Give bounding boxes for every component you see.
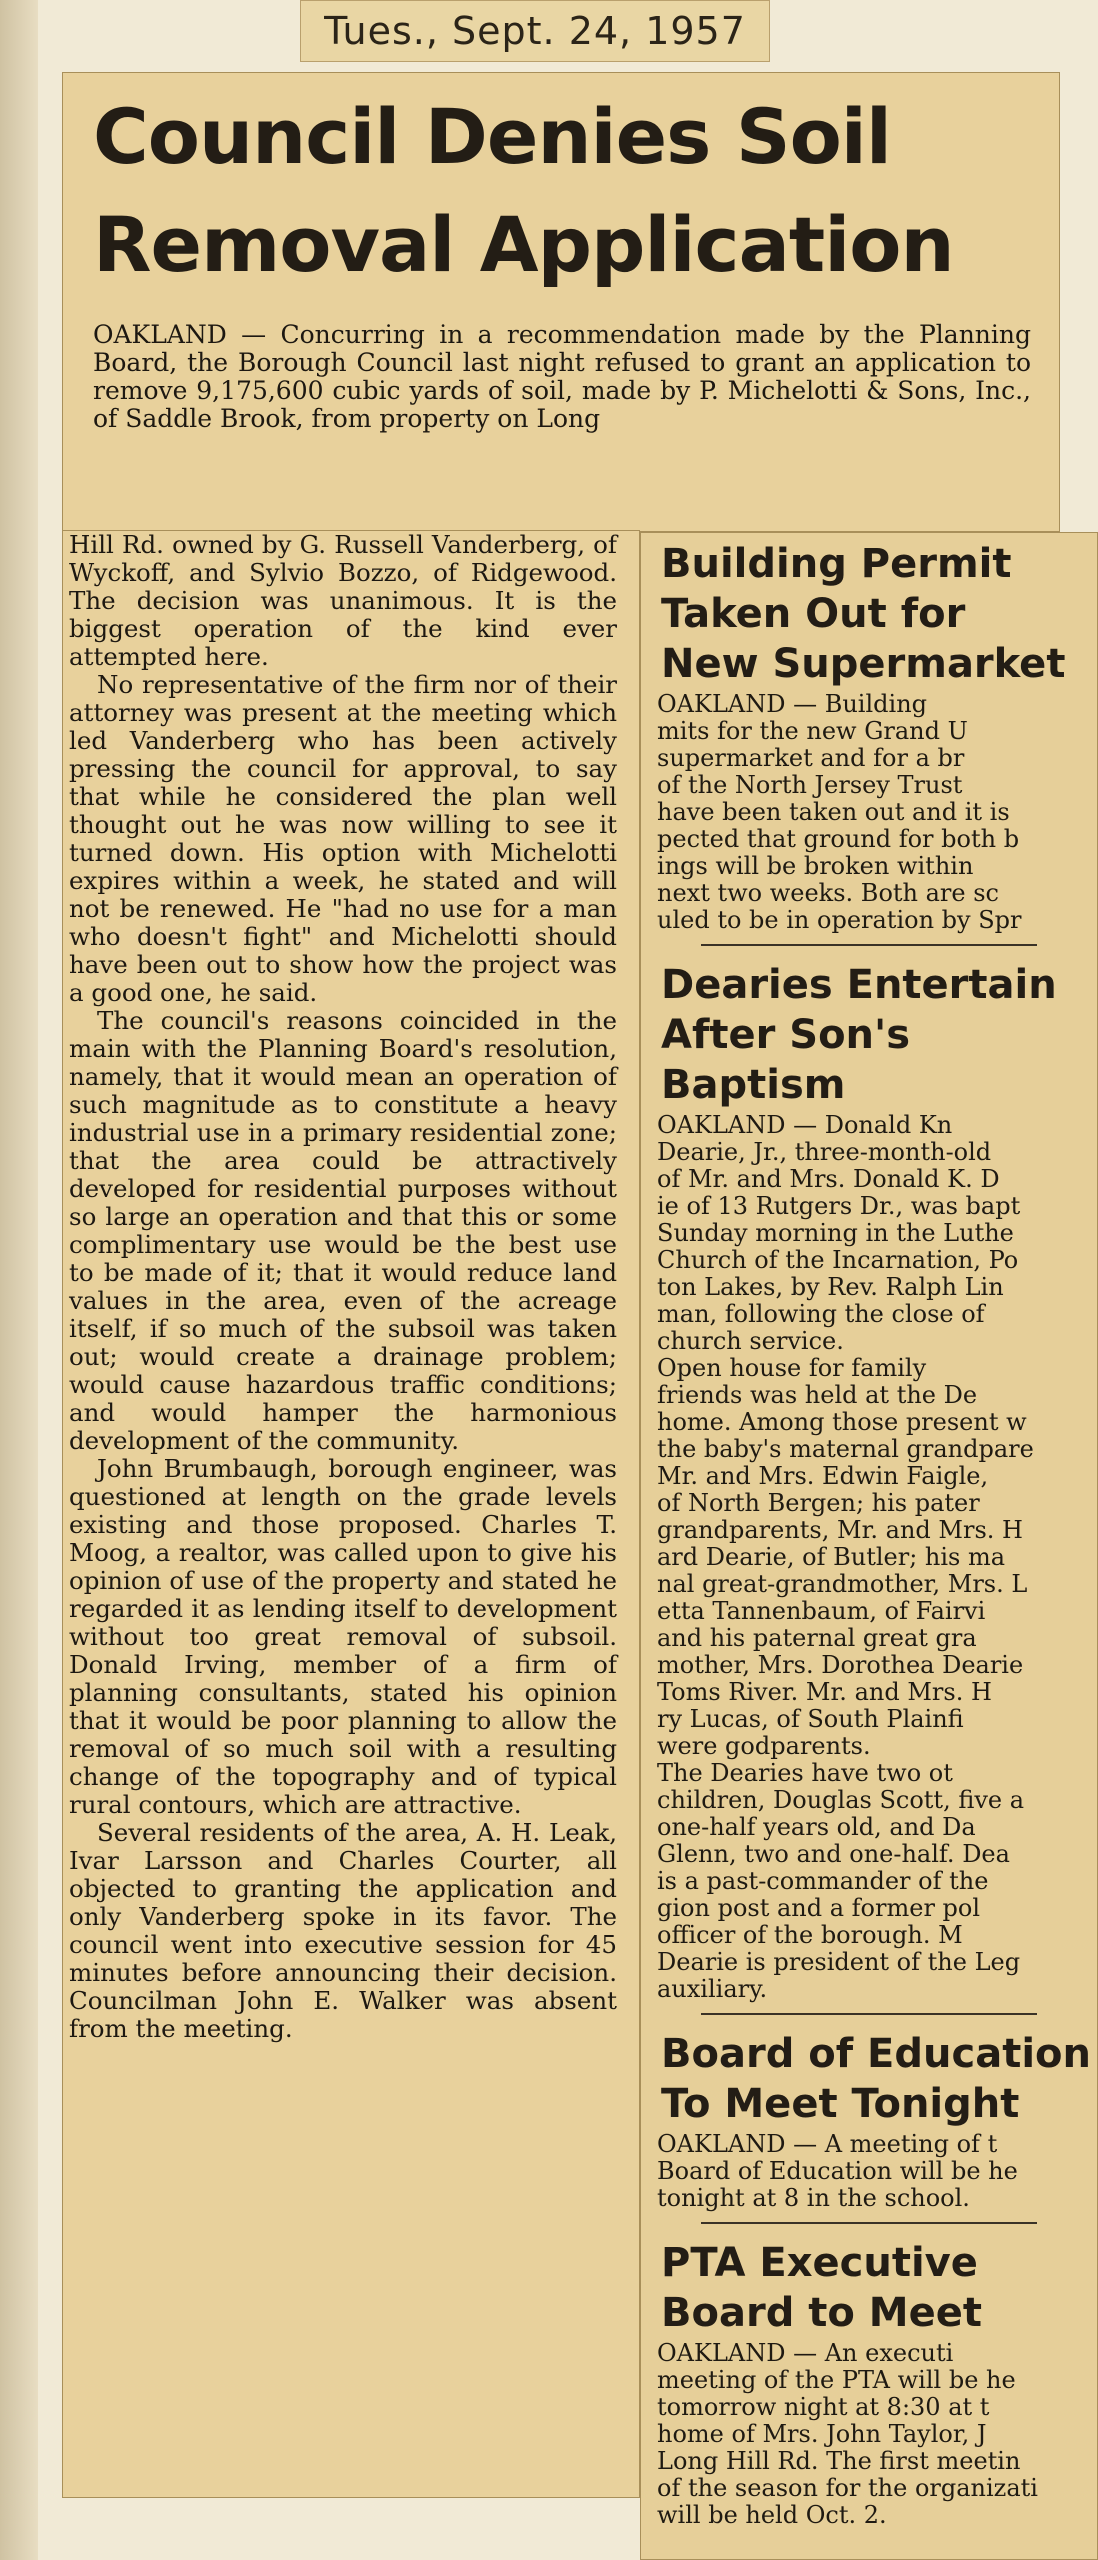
story-text: OAKLAND — An executi meeting of the PTA will be he tomorrow night at 8:30 at t home of Mrs. John Taylor, J Long Hill Rd. The first meetin of the season for the organizati will be held Oct. 2. [657,2339,1038,2529]
divider [701,2013,1037,2015]
divider [701,944,1037,946]
main-article-column [62,530,640,2498]
body-paragraph-4: John Brumbaugh, borough engineer, was questioned at length on the grade levels existing and those proposed. Charles T. Moog, a realtor, was called upon to give his opinion of use of the property and stated he regarded it as lending itself to development without too great removal of subsoil. Donald Irving, member of a firm of planning consultants, stated his opinion that it would be poor planning to allow the removal of so much soil with a resulting change of the topography and of typical rural contours, which are attractive. [69,1454,617,1819]
story-dearies [641,960,1097,2003]
story-board-of-education [641,2029,1097,2212]
story-headline: Building Permit Taken Out for New Supermarket [661,541,1066,687]
lead-paragraph: OAKLAND — Concurring in a recommendation made by the Planning Board, the Borough Council last night refused to grant an application to remove 9,175,600 cubic yards of soil, made by P. Michelotti & Sons, Inc., of Saddle Brook, from property on Long [93,320,1031,433]
main-article-top [62,72,1060,532]
scrapbook-page-edge [0,0,38,2560]
story-text: OAKLAND — Donald Kn Dearie, Jr., three-month-old of Mr. and Mrs. Donald K. D ie of 13 Rutgers Dr., was bapt Sunday morning in the Luthe Church of the Incarnation, Po ton Lakes, by Rev. Ralph Lin man, following the close of church service. Open house for family friends was held at the De home. Among those present w the baby's maternal grandpare Mr. and Mrs. Edwin Faigle, of North Bergen; his pater grandparents, Mr. and Mrs. H ard Dearie, of Butler; his ma nal great-grandmother, Mrs. L etta Tannenbaum, of Fairvi and his paternal great gra mother, Mrs. Dorothea Dearie Toms River. Mr. and Mrs. H ry Lucas, of South Plainfi were godparents. The Dearies have two ot children, Douglas Scott, five a one-half years old, and Da Glenn, two and one-half. Dea is a past-commander of the gion post and a former pol officer of the borough. M Dearie is president of the Leg auxiliary. [657,1111,1034,2003]
story-headline: Board of Education To Meet Tonight [661,2031,1091,2127]
article-body [69,531,617,2043]
divider [701,2222,1037,2224]
body-paragraph-1: Hill Rd. owned by G. Russell Vanderberg, of Wyckoff, and Sylvio Bozzo, of Ridgewood. The decision was unanimous. It is the biggest operation of the kind ever attempted here. [69,530,617,671]
date-clipping [300,0,770,62]
headline-line-2: Removal Application [93,200,954,289]
body-paragraph-5: Several residents of the area, A. H. Leak, Ivar Larsson and Charles Courter, all objected to granting the application and only Vanderberg spoke in its favor. The council went into executive session for 45 minutes before announcing their decision. Councilman John E. Walker was absent from the meeting. [69,1818,617,2043]
story-pta [641,2238,1097,2529]
headline-line-1: Council Denies Soil [93,92,891,181]
story-text: OAKLAND — Building mits for the new Grand U supermarket and for a br of the North Jersey Trust have been taken out and it is pected that ground for both b ings will be broken within next two weeks. Both are sc uled to be in operation by Spr [657,690,1022,934]
right-column-clipping [640,532,1098,2560]
body-paragraph-2: No representative of the firm nor of their attorney was present at the meeting which led Vanderberg who has been actively pressing the council for approval, to say that while he considered the plan well thought out he was now willing to see it turned down. His option with Michelotti expires within a week, he stated and will not be renewed. He "had no use for a man who doesn't fight" and Michelotti should have been out to show how the project was a good one, he said. [69,670,617,1007]
body-paragraph-3: The council's reasons coincided in the main with the Planning Board's resolution, namely, that it would mean an operation of such magnitude as to constitute a heavy industrial use in a primary residential zone; that the area could be attractively developed for residential purposes without so large an operation and that this or some complimentary use would be the best use to be made of it; that it would reduce land values in the area, even of the acreage itself, if so much of the subsoil was taken out; would create a drainage problem; would cause hazardous traffic conditions; and would hamper the harmonious development of the community. [69,1006,617,1455]
story-headline: PTA Executive Board to Meet [661,2240,982,2336]
story-text: OAKLAND — A meeting of t Board of Education will be he tonight at 8 in the school. [657,2130,1018,2212]
date-label: Tues., Sept. 24, 1957 [324,9,746,53]
story-building-permit [641,539,1097,934]
main-headline [93,83,1059,299]
story-headline: Dearies Entertain After Son's Baptism [661,962,1057,1108]
